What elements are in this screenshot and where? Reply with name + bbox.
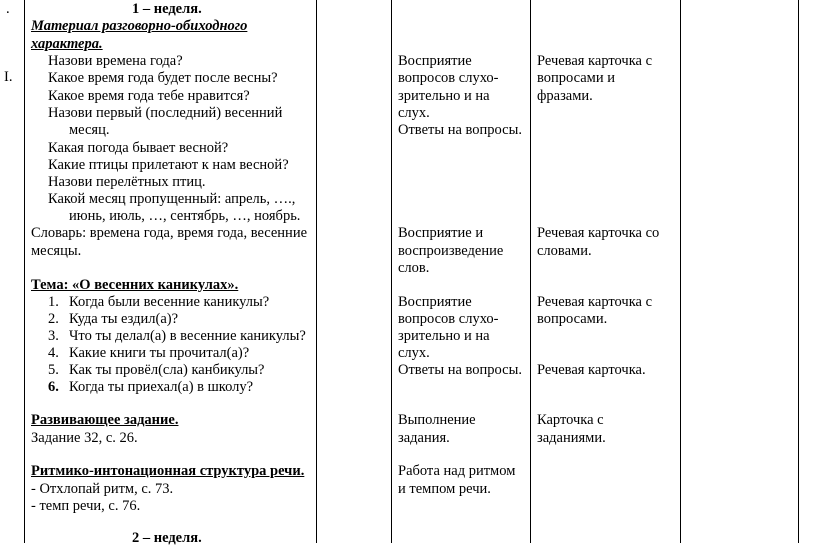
topic-question-number: 1.: [48, 294, 59, 310]
activity-line: вопросов слухо-: [398, 70, 499, 86]
question: Назови времена года?: [48, 53, 183, 69]
activity-line: вопросов слухо-: [398, 311, 499, 327]
question: Назови первый (последний) весенний: [48, 105, 283, 121]
activity-line: слух.: [398, 345, 430, 361]
topic-question: Когда были весенние каникулы?: [69, 294, 270, 310]
section-title-continued: характера.: [31, 36, 103, 52]
developing-task-title: Развивающее задание.: [31, 412, 179, 428]
activity-line: зрительно и на: [398, 328, 490, 344]
activity-line: слов.: [398, 260, 430, 276]
question: Какое время года будет после весны?: [48, 70, 278, 86]
question: Какой месяц пропущенный: апрель, ….,: [48, 191, 296, 207]
material-line: Речевая карточка.: [537, 362, 646, 378]
activity-line: Ответы на вопросы.: [398, 122, 522, 138]
topic-title: Тема: «О весенних каникулах».: [31, 277, 239, 293]
rhythm-structure-title: Ритмико-интонационная структура речи.: [31, 463, 305, 479]
activity-line: Выполнение: [398, 412, 476, 428]
topic-question-number: 4.: [48, 345, 59, 361]
rhythm-item: - Отхлопай ритм, с. 73.: [31, 481, 174, 497]
activity-line: Работа над ритмом: [398, 463, 516, 479]
activity-line: слух.: [398, 105, 430, 121]
vocabulary: Словарь: времена года, время года, весенние: [31, 225, 308, 241]
topic-question-number: 2.: [48, 311, 59, 327]
column-divider-4: [530, 0, 531, 543]
topic-question-number: 3.: [48, 328, 59, 344]
column-divider-6: [798, 0, 799, 543]
question: Какая погода бывает весной?: [48, 140, 229, 156]
column-divider-3: [391, 0, 392, 543]
question: Какие птицы прилетают к нам весной?: [48, 157, 289, 173]
activity-line: задания.: [398, 430, 450, 446]
topic-question-number: 5.: [48, 362, 59, 378]
activity-line: Восприятие: [398, 294, 472, 310]
column-divider-2: [316, 0, 317, 543]
vocabulary-continued: месяцы.: [31, 243, 82, 259]
developing-task: Задание 32, с. 26.: [31, 430, 138, 446]
column-divider-1: [24, 0, 25, 543]
material-line: вопросами.: [537, 311, 608, 327]
material-line: Речевая карточка с: [537, 294, 653, 310]
week-2-title: 2 – неделя.: [132, 530, 202, 546]
topic-question: Куда ты ездил(а)?: [69, 311, 179, 327]
material-line: словами.: [537, 243, 592, 259]
activity-line: зрительно и на: [398, 88, 490, 104]
question: июнь, июль, …, сентябрь, …, ноябрь.: [69, 208, 301, 224]
activity-line: и темпом речи.: [398, 481, 491, 497]
topic-question: Какие книги ты прочитал(а)?: [69, 345, 250, 361]
material-line: Речевая карточка с: [537, 53, 653, 69]
row-roman-number: I.: [4, 69, 13, 85]
column-divider-5: [680, 0, 681, 543]
activity-line: воспроизведение: [398, 243, 504, 259]
topic-question: Как ты провёл(сла) канбикулы?: [69, 362, 265, 378]
activity-line: Восприятие: [398, 53, 472, 69]
question: Назови перелётных птиц.: [48, 174, 206, 190]
section-title: Материал разговорно-обиходного: [31, 18, 248, 34]
week-1-title: 1 – неделя.: [132, 1, 202, 17]
topic-question: Что ты делал(а) в весенние каникулы?: [69, 328, 306, 344]
rhythm-item: - темп речи, с. 76.: [31, 498, 141, 514]
topic-question-number: 6.: [48, 379, 59, 395]
activity-line: Восприятие и: [398, 225, 484, 241]
topic-question: Когда ты приехал(а) в школу?: [69, 379, 254, 395]
material-line: заданиями.: [537, 430, 606, 446]
material-line: Карточка с: [537, 412, 604, 428]
question: месяц.: [69, 122, 110, 138]
material-line: Речевая карточка со: [537, 225, 660, 241]
material-line: фразами.: [537, 88, 593, 104]
question: Какое время года тебе нравится?: [48, 88, 250, 104]
activity-line: Ответы на вопросы.: [398, 362, 522, 378]
row-dot: .: [6, 1, 10, 17]
material-line: вопросами и: [537, 70, 615, 86]
